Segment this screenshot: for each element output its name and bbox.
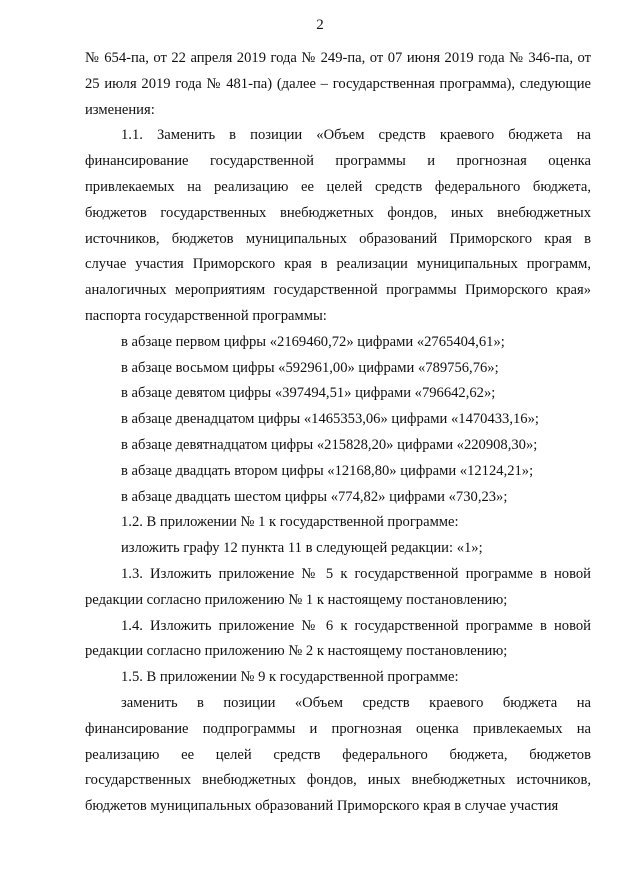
text-line: 1.5. В приложении № 9 к государственной программе:	[121, 669, 459, 686]
text-line: редакции согласно приложению № 2 к настоящему постановлению;	[85, 643, 508, 660]
text-line: № 654-па, от 22 апреля 2019 года № 249-па, от 07 июня 2019 года № 346-па, от	[85, 50, 591, 66]
paragraph	[85, 123, 591, 329]
text-line: бюджетов государственных внебюджетных фондов, иных внебюджетных	[85, 204, 591, 221]
text-line: в абзаце двенадцатом цифры «1465353,06» цифрами «1470433,16»;	[121, 411, 539, 428]
page-number: 2	[316, 17, 324, 33]
text-line: изложить графу 12 пункта 11 в следующей редакции: «1»;	[121, 540, 483, 557]
document-body	[85, 46, 591, 820]
text-line: паспорта государственной программы:	[85, 307, 327, 324]
paragraph	[85, 510, 591, 536]
text-line: 25 июля 2019 года № 481-па) (далее – государственная программа), следующие	[85, 75, 591, 92]
text-line: в абзаце двадцать шестом цифры «774,82» цифрами «730,23»;	[121, 488, 508, 505]
text-line: изменения:	[85, 101, 155, 118]
paragraph	[85, 356, 591, 382]
paragraph	[85, 562, 591, 614]
text-line: источников, бюджетов муниципальных образований Приморского края в	[85, 230, 591, 247]
text-line: бюджетов муниципальных образований Приморского края в случае участия	[85, 798, 559, 815]
text-line: редакции согласно приложению № 1 к настоящему постановлению;	[85, 591, 508, 608]
text-line: реализацию ее целей средств федерального бюджета, бюджетов	[85, 746, 591, 763]
paragraph	[85, 536, 591, 562]
paragraph	[85, 485, 591, 511]
paragraph	[85, 459, 591, 485]
paragraph	[85, 330, 591, 356]
text-line: 1.4. Изложить приложение № 6 к государственной программе в новой	[121, 617, 591, 634]
text-line: привлекаемых на реализацию ее целей средств федерального бюджета,	[85, 178, 591, 195]
text-line: в абзаце девятнадцатом цифры «215828,20» цифрами «220908,30»;	[121, 436, 538, 453]
paragraph	[85, 433, 591, 459]
text-line: аналогичных мероприятиям государственной программы Приморского края»	[85, 282, 591, 299]
text-line: заменить в позиции «Объем средств краевого бюджета на	[121, 694, 591, 711]
paragraph	[85, 46, 591, 123]
paragraph	[85, 691, 591, 820]
text-line: в абзаце первом цифры «2169460,72» цифрами «2765404,61»;	[121, 333, 505, 350]
text-line: финансирование государственной программы и прогнозная оценка	[85, 153, 591, 170]
text-line: случае участия Приморского края в реализации муниципальных программ,	[85, 256, 591, 273]
text-line: в абзаце восьмом цифры «592961,00» цифрами «789756,76»;	[121, 359, 499, 376]
paragraph	[85, 407, 591, 433]
paragraph	[85, 381, 591, 407]
text-line: в абзаце девятом цифры «397494,51» цифрами «796642,62»;	[121, 385, 496, 402]
text-line: в абзаце двадцать втором цифры «12168,80» цифрами «12124,21»;	[121, 462, 534, 479]
text-line: 1.2. В приложении № 1 к государственной программе:	[121, 514, 459, 531]
text-line: государственных внебюджетных фондов, иных внебюджетных источников,	[85, 772, 591, 789]
text-line: 1.1. Заменить в позиции «Объем средств краевого бюджета на	[121, 127, 591, 144]
text-line: 1.3. Изложить приложение № 5 к государственной программе в новой	[121, 565, 591, 582]
paragraph	[85, 614, 591, 666]
paragraph	[85, 665, 591, 691]
text-line: финансирование подпрограммы и прогнозная оценка привлекаемых на	[85, 720, 591, 737]
